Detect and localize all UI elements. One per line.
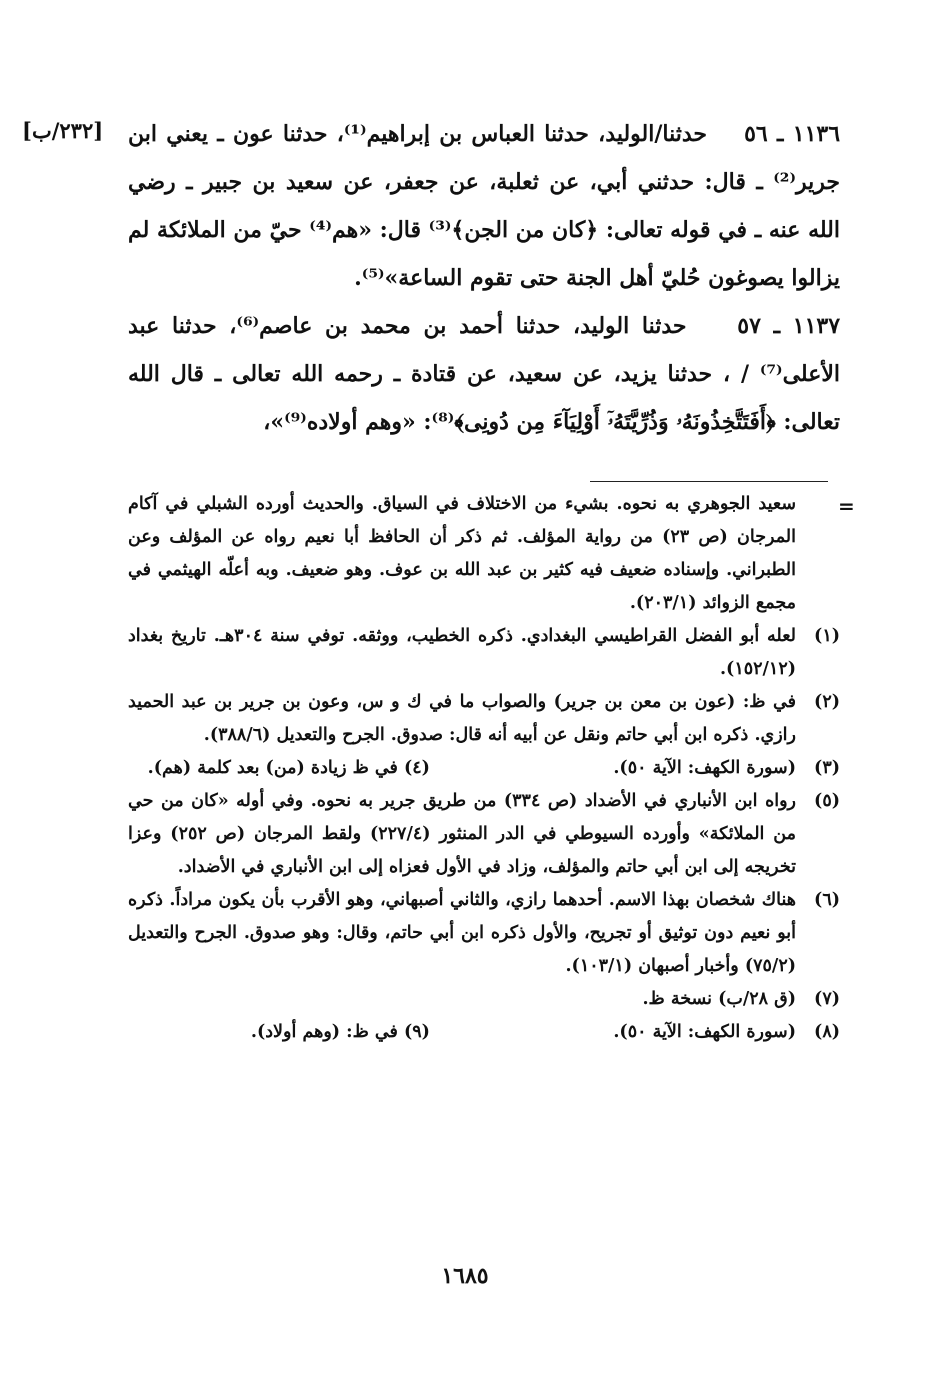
hadith-paragraph <box>128 110 840 302</box>
hadith-text: حدثنا/الوليد، حدثنا العباس بن إبراهيم⁽¹⁾، حدثنا عون ـ يعني ابن جرير⁽²⁾ ـ قال: حدثني أبي، عن ثعلبة، عن جعفر، عن سعيد بن جبير ـ رضي الله عنه ـ في قوله تعالى: ﴿كان من الجن﴾⁽³⁾ قال: «هم⁽⁴⁾ حيّ من الملائكة لم يزالوا يصوغون حُليّ أهل الجنة حتى تقوم الساعة»⁽⁵⁾. <box>128 121 840 291</box>
footnote-text: في ظ: (وهم أولاد). <box>250 1022 398 1042</box>
footnote-text: (ق ٢٨/ب) نسخة ظ. <box>642 989 796 1009</box>
footnote-continuation <box>128 488 840 620</box>
footnote-number: (٨) <box>814 1022 840 1042</box>
footnote-number: (٩) <box>403 1022 430 1042</box>
hadith-number: ١١٣٧ ـ ٥٧ <box>737 313 841 339</box>
footnote <box>128 752 840 785</box>
footnote <box>128 983 840 1016</box>
footnote-text: لعله أبو الفضل القراطيسي البغدادي. ذكره الخطيب، ووثقه. توفي سنة ٣٠٤هـ. تاريخ بغداد (١٥٢/١٢). <box>128 626 797 679</box>
footnote-text: في ظ زيادة (من) بعد كلمة (هم). <box>147 758 398 778</box>
hadith-number: ١١٣٦ ـ ٥٦ <box>744 121 841 147</box>
footnotes <box>128 488 840 1049</box>
footnote-text: في ظ: (عون بن معن بن جرير) والصواب ما في ك و س، وعون بن جرير بن عبد الحميد رازي. ذكره ابن أبي حاتم ونقل عن أبيه أنه قال: صدوق. الجرح والتعديل (٣٨٨/٦). <box>128 692 796 745</box>
main-text <box>128 110 840 446</box>
footnote-text: (سورة الكهف: الآية ٥٠). <box>613 1022 796 1042</box>
footnote-number: (٦) <box>814 890 840 910</box>
footnote-number: (٥) <box>814 791 840 811</box>
manuscript-folio-marker: [٢٣٢/ب] <box>22 118 104 143</box>
page-number: ١٦٨٥ <box>441 1263 489 1289</box>
footnote-number: (٤) <box>403 758 430 778</box>
footnote-number: (١) <box>814 626 840 646</box>
hadith-text: حدثنا الوليد، حدثنا أحمد بن محمد بن عاصم⁽⁶⁾، حدثنا عبد الأعلى⁽⁷⁾ / ، حدثنا يزيد، عن سعيد، عن قتادة ـ رحمه الله تعالى ـ قال الله تعالى: ﴿أَفَتَتَّخِذُونَهُۥ وَذُرِّيَّتَهُۥٓ أَوْلِيَآءَ مِن دُونِى﴾⁽⁸⁾: «وهم أولاده⁽⁹⁾»، <box>128 313 840 435</box>
footnote <box>128 1016 840 1049</box>
footnote-number: (٧) <box>814 989 840 1009</box>
footnote <box>128 884 840 983</box>
hadith-paragraph <box>128 302 840 446</box>
footnote-text: رواه ابن الأنباري في الأضداد (ص ٣٣٤) من طريق جرير به نحوه. وفي أوله «كان من حي من الملائكة» وأورده السيوطي في الدر المنثور (٢٢٧/٤) ولقط المرجان (ص ٢٥٢) وعزا تخريجه إلى ابن أبي حاتم والمؤلف، وزاد في الأول فعزاه إلى ابن الأنباري في الأضداد. <box>128 791 797 877</box>
footnote-text: سعيد الجوهري به نحوه. بشيء من الاختلاف في السياق. والحديث أورده الشبلي في آكام المرجان (ص ٢٣) من رواية المؤلف. ثم ذكر أن الحافظ أبا نعيم رواه عن المؤلف وعن الطبراني. وإسناده ضعيف فيه كثير بن عبد الله بن عوف. وهو ضعيف. وبه أعلّه الهيثمي في مجمع الزوائد (٢٠٣/١). <box>128 494 797 613</box>
footnote-number: (٣) <box>814 758 840 778</box>
footnote <box>128 785 840 884</box>
footnote <box>128 686 840 752</box>
footnote-text: (سورة الكهف: الآية ٥٠). <box>613 758 796 778</box>
continuation-mark: = <box>838 494 855 518</box>
footnote-divider <box>590 481 828 482</box>
footnote-number: (٢) <box>814 692 840 712</box>
footnote-text: هناك شخصان بهذا الاسم. أحدهما رازي، والثاني أصبهاني، وهو الأقرب بأن يكون مراداً. ذكره أبو نعيم دون توثيق أو تجريح، والأول ذكره ابن أبي حاتم، وقال: وهو صدوق. الجرح والتعديل (٧٥/٢) وأخبار أصبهان (١٠٣/١). <box>128 890 796 976</box>
footnote <box>128 620 840 686</box>
